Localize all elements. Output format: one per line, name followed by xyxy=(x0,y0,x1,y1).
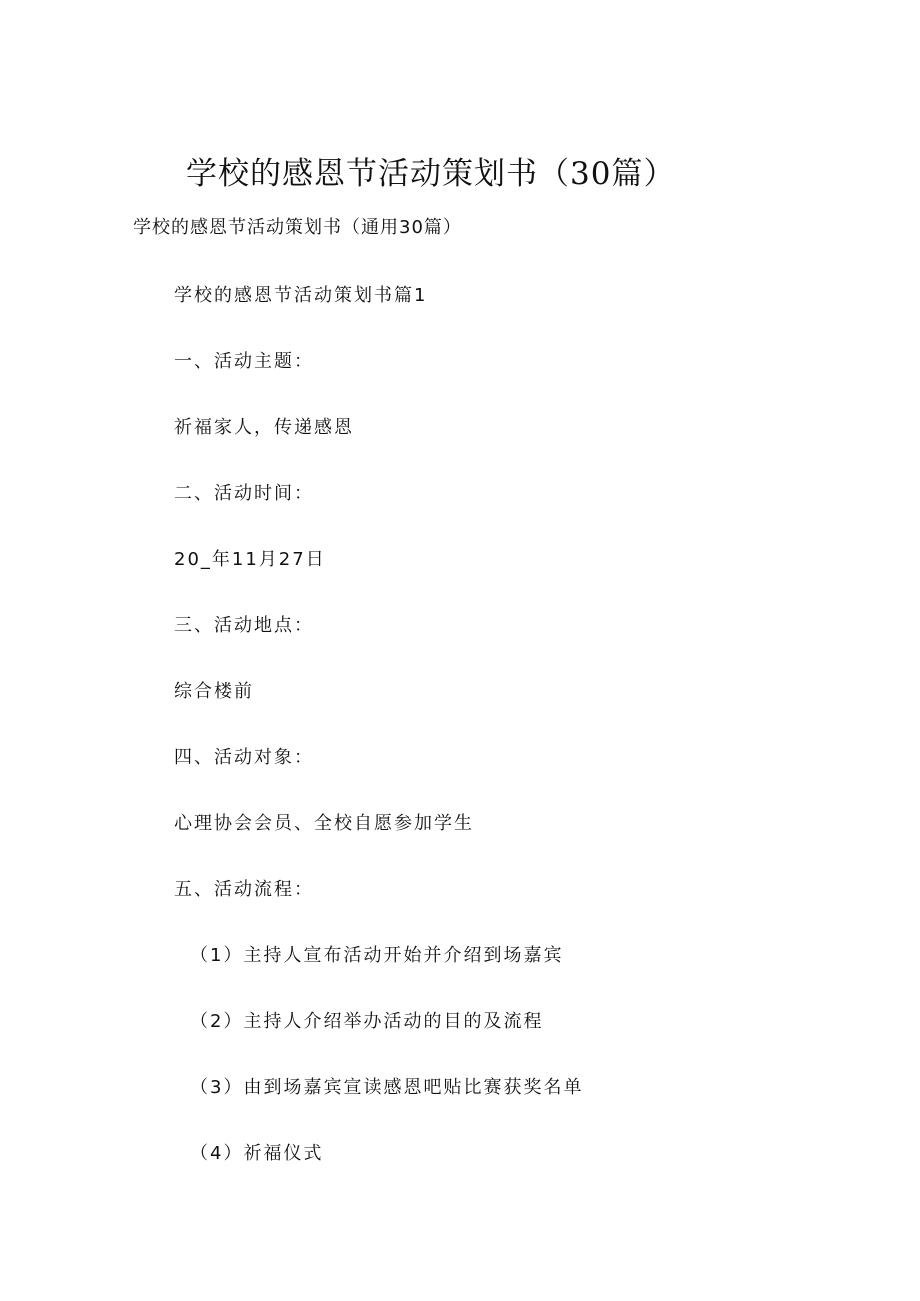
paragraph-line: 综合楼前 xyxy=(174,681,254,702)
document-subtitle: 学校的感恩节活动策划书（通用30篇） xyxy=(133,217,462,238)
paragraph-line: 三、活动地点： xyxy=(174,615,314,636)
paragraph-line: 一、活动主题： xyxy=(174,351,314,372)
list-item: （3）由到场嘉宾宣读感恩吧贴比赛获奖名单 xyxy=(190,1077,584,1098)
list-item: （1）主持人宣布活动开始并介绍到场嘉宾 xyxy=(190,945,564,966)
paragraph-line: 20_年11月27日 xyxy=(174,549,326,570)
list-item: （4）祈福仪式 xyxy=(190,1143,324,1164)
paragraph-line: 心理协会会员、全校自愿参加学生 xyxy=(174,813,474,834)
list-item: （2）主持人介绍举办活动的目的及流程 xyxy=(190,1011,544,1032)
section-heading: 学校的感恩节活动策划书篇1 xyxy=(174,285,428,306)
paragraph-line: 四、活动对象： xyxy=(174,747,314,768)
document-title: 学校的感恩节活动策划书（30篇） xyxy=(186,156,676,192)
paragraph-line: 五、活动流程： xyxy=(174,879,314,900)
paragraph-line: 祈福家人，传递感恩 xyxy=(174,417,354,438)
paragraph-line: 二、活动时间： xyxy=(174,483,314,504)
